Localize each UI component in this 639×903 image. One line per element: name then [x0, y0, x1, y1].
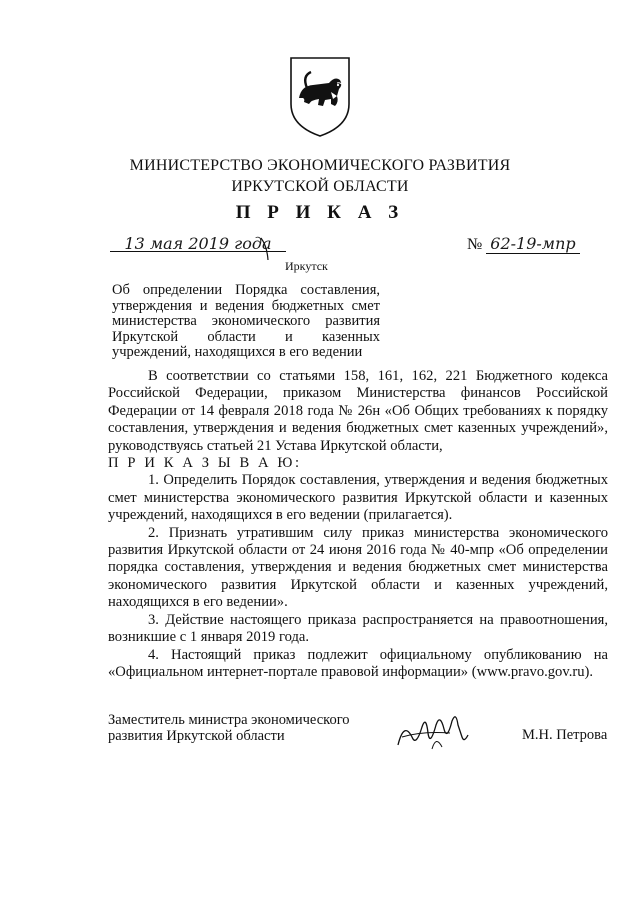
- handwritten-number: 62-19-мпр: [486, 234, 579, 254]
- ministry-name-line-1: МИНИСТЕРСТВО ЭКОНОМИЧЕСКОГО РАЗВИТИЯ: [129, 157, 511, 174]
- subject-line: Об определении Порядка составления,: [112, 282, 380, 298]
- order-body: [108, 368, 608, 681]
- handwritten-date: 13 мая 2019 года: [124, 234, 272, 253]
- subject-line: Иркутской области и казенных: [112, 328, 380, 345]
- order-item-1: 1. Определить Порядок составления, утверждения и ведения бюджетных смет министерства экономического развития Иркутской области и казенных учреждений, находящихся в его ведении (прилагается).: [108, 472, 608, 524]
- preamble-paragraph: В соответствии со статьями 158, 161, 162, 221 Бюджетного кодекса Российской Федерации, приказом Министерства финансов Российской Федерации от 14 февраля 2018 года № 26н «Об Общих требованиях к порядку составления, утверждения и ведения бюджетных смет казенных учреждений», руководствуясь статьей 21 Устава Иркутской области,: [108, 368, 608, 454]
- handwritten-tick-mark: [258, 236, 272, 262]
- prikazyvayu-heading: П Р И К А З Ы В А Ю:: [108, 455, 302, 472]
- subject-line: утверждения и ведения бюджетных смет: [112, 297, 380, 314]
- order-subject: [112, 283, 380, 361]
- signatory-name: М.Н. Петрова: [522, 727, 608, 743]
- signatory-position: [108, 712, 350, 744]
- position-line-1: Заместитель министра экономического: [108, 712, 350, 728]
- document-title: П Р И К А З: [235, 202, 405, 223]
- position-line-2: развития Иркутской области: [108, 728, 285, 744]
- ministry-name-line-2: ИРКУТСКОЙ ОБЛАСТИ: [231, 178, 409, 195]
- subject-line: учреждений, находящихся в его ведении: [112, 344, 363, 360]
- order-number: [467, 234, 597, 254]
- city-label: Иркутск: [285, 259, 328, 273]
- handwritten-signature: [392, 707, 472, 755]
- order-item-2: 2. Признать утратившим силу приказ министерства экономического развития Иркутской области от 24 июня 2016 года № 40-мпр «Об определении порядка составления, утверждения и ведения бюджетных смет министерства экономического развития Иркутской области и казенных учреждений, находящихся в его ведении».: [108, 524, 608, 611]
- subject-line: министерства экономического развития: [112, 313, 380, 329]
- number-sign: №: [467, 236, 483, 253]
- order-item-3: 3. Действие настоящего приказа распространяется на правоотношения, возникшие с 1 января 2019 года.: [108, 611, 608, 646]
- order-item-4: 4. Настоящий приказ подлежит официальному опубликованию на «Официальном интернет-портале правовой информации» (www.pravo.gov.ru).: [108, 646, 608, 680]
- coat-of-arms-emblem: [285, 52, 355, 140]
